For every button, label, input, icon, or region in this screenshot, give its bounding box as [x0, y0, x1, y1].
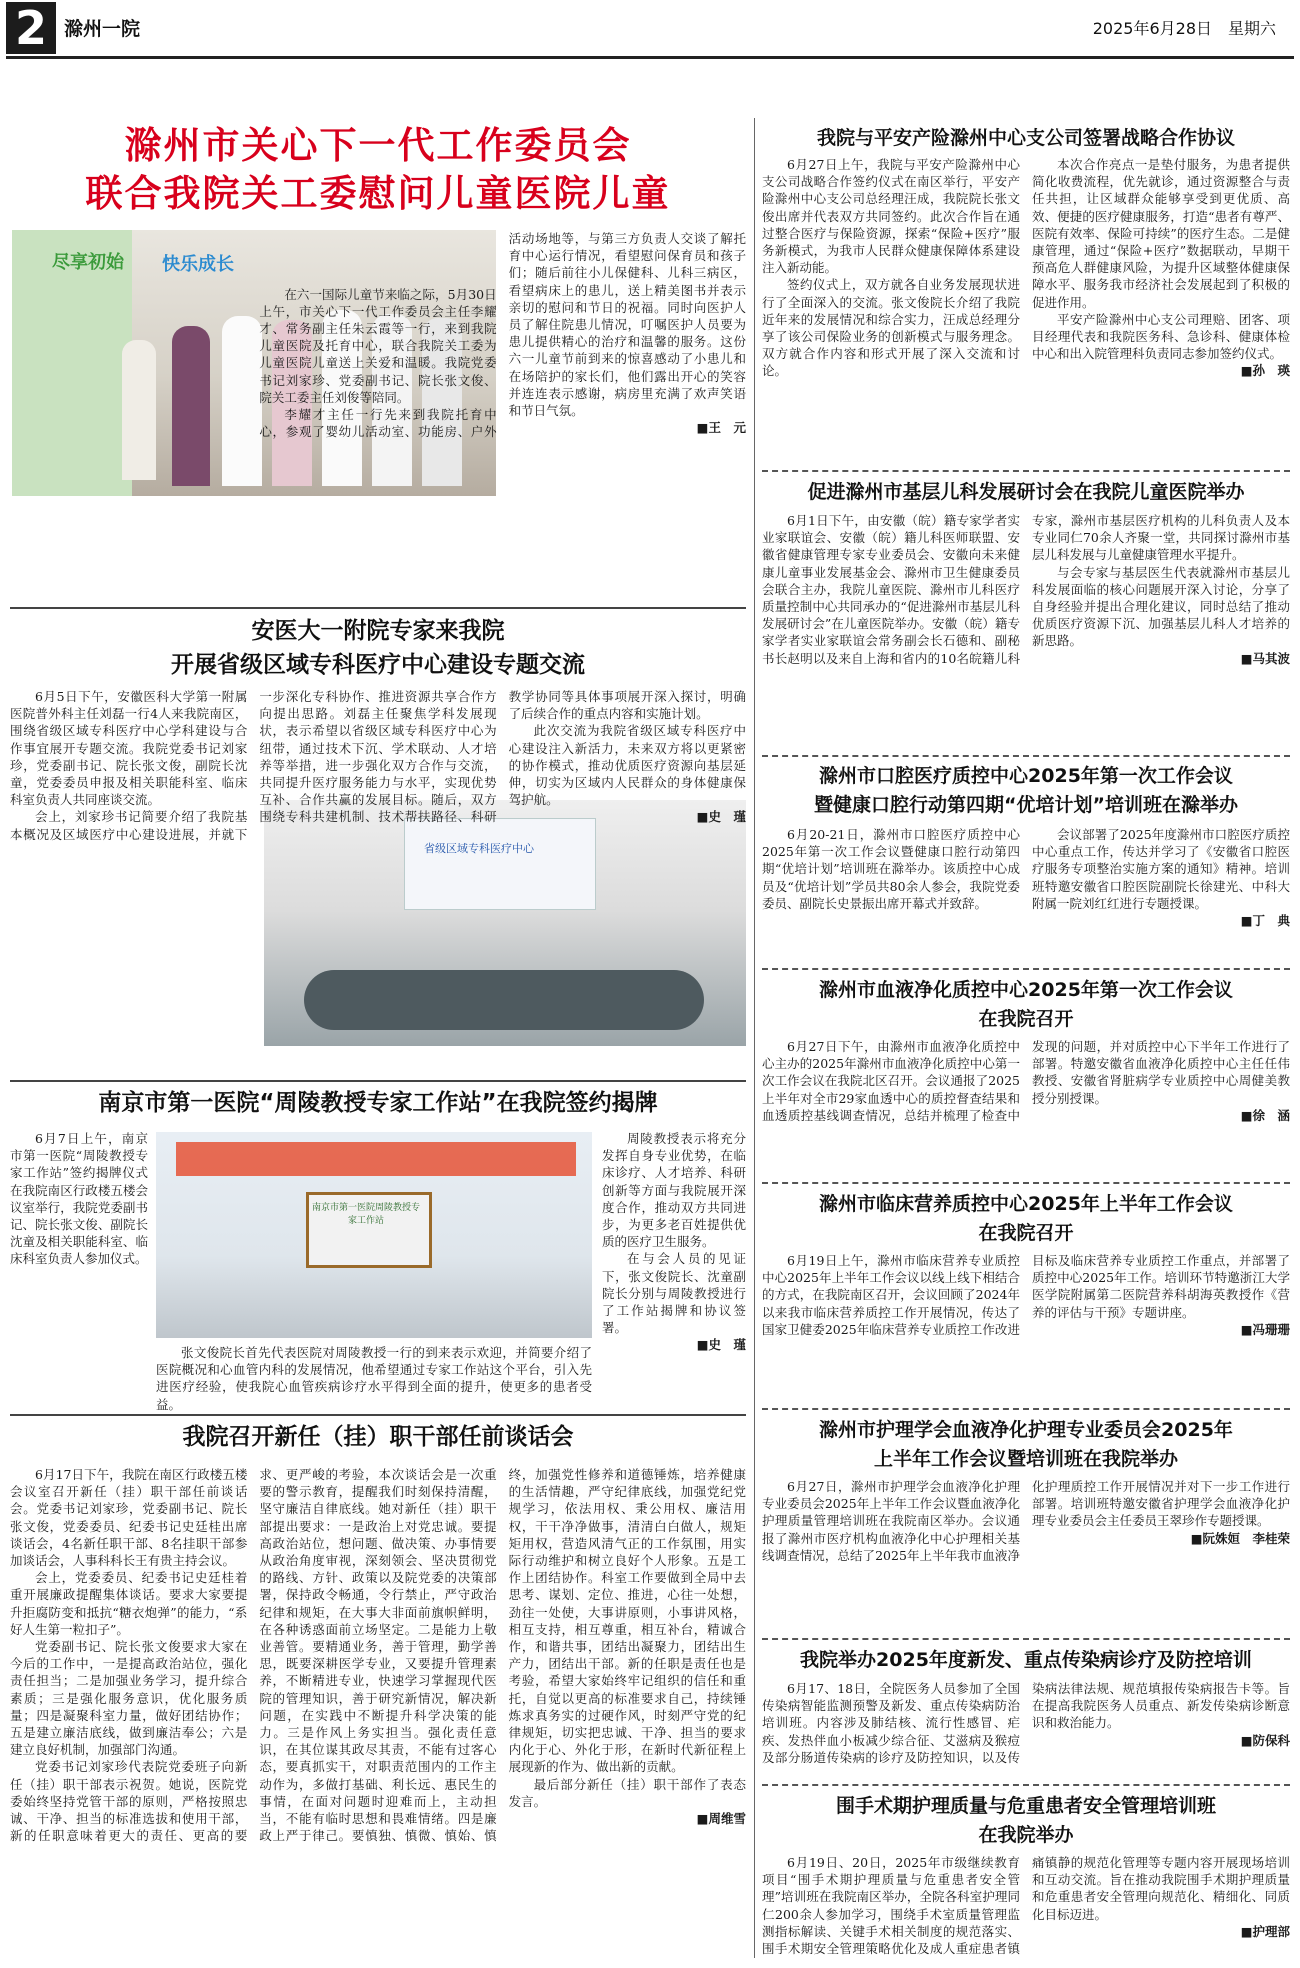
article-col-1 [10, 1130, 148, 1410]
article-body [762, 1854, 1290, 1962]
article-title-line2: 上半年工作会议暨培训班在我院举办 [873, 1448, 1178, 1470]
paragraph: 6月19日上午，滁州市临床营养专业质控中心2025年上半年工作会议以线上线下相结合的方式，在我院南区召开，会议回顾了2024年以来我市临床营养质控工作开展情况，传达了国家卫健委2025年临床营养专业质控工作改进目标及临床营养专业质控工作重点，并部署了质控中心2025年工作。培训环节特邀浙江大学医学院附属第二医院营养科胡海英教授作《营养的评估与干预》专题讲座。 [762, 1253, 1290, 1337]
article-separator [762, 755, 1290, 757]
byline: ■孙 瑛 [1240, 363, 1290, 379]
article-perioperative-training [762, 1792, 1290, 1964]
article-title-line2: 在我院召开 [978, 1008, 1074, 1030]
paragraph: 本次合作亮点一是垫付服务，为患者提供简化收费流程，优先就诊，通过资源整合与责任共担，让区域群众能够享受到更优质、高效、便捷的医疗健康服务，打造“患者有尊严、医院有效率、保险可持续”的医疗生态。二是健康管理，通过“保险+医疗”数据联动，早期干预高危人群健康风险，为提升区域整体健康保障水平、服务我市经济社会发展起到了积极的促进作用。 [1032, 157, 1290, 310]
column-divider [754, 118, 755, 1958]
article-title-line1: 滁州市血液净化质控中心2025年第一次工作会议 [819, 979, 1233, 1001]
article-pediatrics-forum [762, 478, 1290, 748]
byline: ■周维雪 [696, 1811, 746, 1827]
photo-wall-sign-2: 快乐成长 [162, 254, 234, 275]
article-body [762, 512, 1290, 746]
paragraph: 党委书记刘家珍代表院党委班子向新任（挂）职干部表示祝贺。她说，医院党委始终坚持党管干部的原则，严格按照忠诚、干净、担当的标准选拔和使用干部，新的任职意味着更大的责任、更高的要求、更严峻的考验，本次谈话会是一次重要的警示教育，提醒我们时刻保持清醒，坚守廉洁自律底线。她对新任（挂）职干部提出要求：一是政治上对党忠诚。要提高政治站位，想问题、做决策、办事情要从政治角度审视，深刻领会、坚决贯彻党的路线、方针、政策以及院党委的决策部署，保持政令畅通，令行禁止，严守政治纪律和规矩，在大事大非面前旗帜鲜明，在各种诱惑面前立场坚定。二是能力上敬业善管。要精通业务，善于管理，勤学善思，既要深耕医学专业，又要提升管理素养，不断精进专业，快速学习掌握现代医院的管理知识，善于研究新情况，解决新问题，在实践中不断提升科学决策的能力。三是作风上务实担当。强化责任意识，在其位谋其政尽其责，不能有过客心态，要真抓实干，对职责范围内的工作主动作为，多做打基础、利长远、惠民生的事情，在面对问题时迎难而上，主动担当，不能有临时思想和畏难情绪。四是廉政上严于律己。要慎独、慎微、慎始、慎终，加强党性修养和道德锤炼，培养健康的生活情趣，严守纪律底线，加强党纪党规学习，依法用权、秉公用权、廉洁用权，干干净净做事，清清白白做人，规矩矩用权，营造风清气正的工作氛围，用实际行动维护和树立良好个人形象。五是工作上团结协作。科室工作要做到全局中去思考、谋划、定位、推进，心往一处想，劲往一处使，大事讲原则，小事讲风格，相互支持，相互尊重，相互补台，精诚合作，和谐共事，团结出凝聚力，团结出生产力，团结出干部。新的任职是责任也是考验，希望大家始终牢记组织的信任和重托，自觉以更高的标准要求自己，持续锤炼求真务实的过硬作风，时刻严守党的纪律规矩，切实把忠诚、干净、担当的要求内化于心、外化于形，在新时代新征程上展现新的作为、做出新的贡献。 [10, 1467, 746, 1844]
article-title-line2: 联合我院关工委慰问儿童医院儿童 [85, 172, 671, 215]
article-body [762, 1252, 1290, 1400]
article-title-line2: 开展省级区域专科医疗中心建设专题交流 [171, 652, 585, 678]
paragraph: 平安产险滁州中心支公司理赔、团客、项目经理代表和我院医务科、急诊科、健康体检中心和出入院管理科负责同志参加签约仪式。 [1032, 311, 1290, 362]
article-blood-purification [762, 976, 1290, 1176]
section-name: 滁州一院 [64, 18, 141, 40]
article-infectious-training [762, 1646, 1290, 1778]
photo-wall-sign-1: 尽享初始 [52, 252, 124, 273]
article-separator [10, 1080, 746, 1082]
article-insurance-agreement [762, 124, 1290, 464]
article-body [10, 688, 746, 1068]
paragraph: 6月27日上午，我院与平安产险滁州中心支公司战略合作签约仪式在南区举行，平安产险滁州中心支公司总经理汪成，我院院长张文俊出席并代表双方共同签约。此次合作旨在通过整合医疗与保险资源，探索“保险+医疗”服务新模式，为我市人民群众健康保障体系建设注入新动能。 [762, 157, 1020, 276]
paragraph: 6月1日下午，由安徽（皖）籍专家学者实业家联谊会、安徽（皖）籍儿科医师联盟、安徽省健康管理专家专业委员会、安徽向未来健康儿童事业发展基金会、滁州市卫生健康委员会联合主办，我院儿童医院、滁州市儿科医疗质量控制中心共同承办的“促进滁州市基层儿科发展研讨会”在儿童医院举办。安徽（皖）籍专家学者实业家联谊会常务副会长石德和、副秘书长赵明以及来自上海和省内的10名皖籍儿科专家，滁州市基层医疗机构的儿科负责人及本专业同仁70余人齐聚一堂，共同探讨滁州市基层儿科发展与儿童健康管理水平提升。 [762, 513, 1290, 666]
paragraph: 党委副书记、院长张文俊要求大家在今后的工作中，一是提高政治站位，强化责任担当；二是加强业务学习，提升综合素质；三是强化服务意识，优化服务质量；四是凝聚科室力量，做好团结协作；五是建立廉洁底线，做到廉洁奉公；六是建立良好机制，加强部门沟通。 [10, 1639, 248, 1758]
article-separator [762, 1638, 1290, 1640]
article-title-line2: 在我院举办 [978, 1824, 1074, 1846]
paragraph: 在与会人员的见证下，张文俊院长、沈童副院长分别与周陵教授进行了工作站揭牌和协议签署。 [602, 1251, 746, 1336]
article-title-line2: 在我院召开 [978, 1222, 1074, 1244]
photo-plaque-text: 南京市第一医院周陵教授专家工作站 [311, 1203, 420, 1226]
article-separator [10, 1414, 746, 1416]
article-body [762, 1478, 1290, 1630]
article-col-2 [602, 1130, 746, 1410]
article-title-line1: 滁州市临床营养质控中心2025年上半年工作会议 [819, 1193, 1233, 1215]
article-paragraphs [10, 1466, 746, 1844]
byline: ■丁 典 [1240, 913, 1290, 929]
paragraph: 会上，党委委员、纪委书记史廷桂着重开展廉政提醒集体谈话。要求大家要提升拒腐防变和抵抗“糖衣炮弹”的能力，“系好人生第一粒扣子”。 [10, 1570, 248, 1637]
paragraph: 在六一国际儿童节来临之际，5月30日上午，市关心下一代工作委员会主任李耀才、常务副主任朱云霞等一行，来到我院儿童医院及托育中心，联合我院关工委为儿童医院儿童送上关爱和温暖。我院党委书记刘家珍、党委副书记、院长张文俊、院关工委主任刘俊等陪同。 [259, 286, 497, 405]
article-title-line1: 围手术期护理质量与危重患者安全管理培训班 [835, 1795, 1216, 1817]
article-body [762, 1038, 1290, 1174]
article-title: 我院召开新任（挂）职干部任前谈话会 [182, 1424, 574, 1450]
paragraph: 张文俊院长首先代表医院对周陵教授一行的到来表示欢迎，并简要介绍了医院概况和心血管内科的发展情况，他希望通过专家工作站这个平台，引入先进医疗经验，使我院心血管疾病诊疗水平得到全面的提升，使更多的患者受益。 [156, 1345, 592, 1411]
paragraph: 6月17日下午，我院在南区行政楼五楼会议室召开新任（挂）职干部任前谈话会。党委书记刘家珍，党委副书记、院长张文俊，党委委员、纪委书记史廷桂出席谈话会，4名新任职干部、8名挂职干部参加谈话会，人事科科长王有贵主持会议。 [10, 1467, 248, 1569]
article-separator [762, 1784, 1290, 1786]
paragraph: 李耀才主任一行先来到我院托育中心，参观了婴幼儿活动室、功能房、户外活动场地等，与第三方负责人交谈了解托育中心运行情况，看望慰问保育员和孩子们；随后前往小儿保健科、儿科三病区，看望病床上的患儿，送上精美图书并表示亲切的慰问和节日的祝福。同时向医护人员了解住院患儿情况，叮嘱医护人员要为患儿提供精心的治疗和温馨的服务。这份六一儿童节前到来的惊喜感动了小患儿和在场陪护的家长们，他们露出开心的笑容并连连表示感谢，病房里充满了欢声笑语和节日气氛。 [259, 231, 746, 440]
page-number: 2 [6, 2, 56, 54]
article-separator [762, 1408, 1290, 1410]
paragraph: 周陵教授表示将充分发挥自身专业优势，在临床诊疗、人才培养、科研创新等方面与我院展开深度合作，推动双方共同进步，为更多老百姓提供优质的医疗卫生服务。 [602, 1131, 746, 1250]
paragraph: 6月7日上午，南京市第一医院“周陵教授专家工作站”签约揭牌仪式在我院南区行政楼五楼会议室举行，我院党委副书记、院长张文俊、副院长沈童及相关职能科室、临床科室负责人参加仪式。 [10, 1131, 148, 1267]
byline: ■冯珊珊 [1240, 1321, 1290, 1337]
article-title-line1: 滁州市口腔医疗质控中心2025年第一次工作会议 [819, 765, 1233, 787]
article-separator [762, 968, 1290, 970]
article-body [762, 826, 1290, 960]
paragraph: 此次交流为我院省级区域专科医疗中心建设注入新活力，未来双方将以更紧密的协作模式，推动优质医疗资源向基层延伸，切实为区域内人民群众的身体健康保驾护航。 [508, 723, 746, 808]
byline: ■防保科 [1240, 1732, 1290, 1748]
article-care-committee [10, 122, 746, 602]
paragraph: 会议部署了2025年度滁州市口腔医疗质控中心重点工作，传达并学习了《安徽省口腔医疗服务专项整治实施方案的通知》精神。培训班特邀安徽省口腔医院副院长徐建光、中科大附属一院刘红红进行专题授课。 [1032, 827, 1290, 911]
byline: ■史 瑾 [696, 809, 746, 825]
article-separator [762, 470, 1290, 472]
paragraph: 6月20-21日，滁州市口腔医疗质控中心2025年第一次工作会议暨健康口腔行动第四期“优培计划”培训班在滁举办。该质控中心成员及“优培计划”学员共80余人参会，我院党委委员、副院长史景振出席开幕式并致辞。 [762, 827, 1020, 911]
article-separator [10, 607, 746, 609]
article-dental-qc [762, 762, 1290, 962]
article-col-1-cont [156, 1344, 592, 1410]
article-title: 促进滁州市基层儿科发展研讨会在我院儿童医院举办 [807, 481, 1245, 503]
byline: ■王 元 [696, 420, 746, 436]
article-title: 南京市第一医院“周陵教授专家工作站”在我院签约揭牌 [98, 1090, 658, 1116]
article-title-line2: 暨健康口腔行动第四期“优培计划”培训班在滁举办 [814, 794, 1238, 816]
article-expert-station [10, 1086, 746, 1411]
paragraph: 最后部分新任（挂）职干部作了表态发言。 [508, 1776, 746, 1809]
article-title-line1: 滁州市关心下一代工作委员会 [124, 124, 632, 167]
article-nutrition-qc [762, 1190, 1290, 1402]
article-title: 我院举办2025年度新发、重点传染病诊疗及防控培训 [800, 1649, 1252, 1671]
paragraph: 6月17、18日，全院医务人员参加了全国传染病智能监测预警及新发、重点传染病防治培训班。内容涉及肺结核、流行性感冒、疟疾、发热伴血小板减少综合征、艾滋病及猴痘及部分肠道传染病的诊疗及防控知识，以及传染病法律法规、规范填报传染病报告卡等。旨在提高我院医务人员重点、新发传染病诊断意识和救治能力。 [762, 1681, 1290, 1765]
article-title: 我院与平安产险滁州中心支公司签署战略合作协议 [816, 127, 1235, 149]
article-title-line1: 安医大一附院专家来我院 [251, 618, 505, 644]
article-cadre-talk [10, 1420, 746, 1968]
byline: ■史 瑾 [696, 1337, 746, 1353]
masthead [0, 0, 1300, 56]
byline: ■徐 涵 [1240, 1107, 1290, 1123]
byline: ■护理部 [1240, 1923, 1290, 1939]
paragraph: 会上，刘家珍书记简要介绍了我院基本概况及区域医疗中心建设进展，并就下一步深化专科协作、推进资源共享合作方向提出思路。刘磊主任聚焦学科发展现状，表示希望以省级区域专科医疗中心为纽带，通过技术下沉、学术联动、人才培养等举措，进一步强化双方合作与交流，共同提升医疗服务能力与水平，实现优势互补、合作共赢的发展目标。随后，双方围绕专科共建机制、技术帮扶路径、科研教学协同等具体事项展开深入探讨，明确了后续合作的重点内容和实施计划。 [10, 689, 746, 842]
paragraph: 签约仪式上，双方就各自业务发展现状进行了全面深入的交流。张文俊院长介绍了我院近年来的发展情况和综合实力，汪成总经理分享了该公司保险业务的创新模式与服务理念。双方就合作内容和形式开展了深入交流和讨论。 [762, 277, 1020, 379]
paragraph: 6月27日，滁州市护理学会血液净化护理专业委员会2025年上半年工作会议暨血液净化护理质量管理培训班在我院南区举办。会议通报了滁州市医疗机构血液净化中心护理相关基线调查情况，总结了2025年上半年我市血液净化护理质控工作开展情况并对下一步工作进行部署。培训班特邀安徽省护理学会血液净化护理专业委员会主任委员王翠珍作专题授课。 [762, 1479, 1290, 1563]
article-body [10, 1466, 746, 1966]
byline: ■阮姝姮 李桂荣 [1190, 1530, 1290, 1546]
signing-photo [156, 1132, 592, 1338]
article-title-line1: 滁州市护理学会血液净化护理专业委员会2025年 [819, 1419, 1233, 1441]
article-expert-exchange [10, 614, 746, 1074]
paragraph: 6月27日下午，由滁州市血液净化质控中心主办的2025年滁州市血液净化质控中心第一次工作会议在我院北区召开。会议通报了2025上半年对全市29家血透中心的质控督查结果和血透质控基线调查情况，总结并梳理了检查中发现的问题，并对质控中心下半年工作进行了部署。特邀安徽省血液净化质控中心主任任伟教授、安徽省肾脏病学专业质控中心周健美教授分别授课。 [762, 1039, 1290, 1123]
article-body [762, 156, 1290, 462]
issue-date: 2025年6月28日 星期六 [1092, 19, 1276, 38]
paragraph: 与会专家与基层医生代表就滁州市基层儿科发展面临的核心问题展开深入讨论，分享了自身经验并提出合理化建议，同时总结了推动优质医疗资源下沉、加强基层儿科人才培养的新思路。 [1032, 564, 1290, 649]
byline: ■马其波 [1240, 650, 1290, 666]
paragraph: 6月19日、20日，2025年市级继续教育项目“围手术期护理质量与危重患者安全管理”培训班在我院南区举办，全院各科室护理同仁200余人参加学习，围绕手术室质量管理监测指标解读、关键手术相关制度的规范落实、围手术期安全管理策略优化及成人重症患者镇痛镇静的规范化管理等专题内容开展现场培训和互动交流。旨在推动我院围手术期护理质量和危重患者安全管理向规范化、精细化、同质化目标迈进。 [762, 1855, 1290, 1957]
photo-screen-text: 省级区域专科医疗中心 [424, 842, 534, 855]
article-separator [762, 1182, 1290, 1184]
paragraph: 6月5日下午，安徽医科大学第一附属医院普外科主任刘磊一行4人来我院南区，围绕省级区域专科医疗中心学科建设与合作事宜展开专题交流。我院党委书记刘家珍，党委副书记、院长张文俊，副院长沈童，党委委员申报及相关职能科室、临床科室负责人共同座谈交流。 [10, 689, 248, 808]
header-rule [6, 56, 1294, 59]
article-nursing-society [762, 1416, 1290, 1632]
article-body [762, 1680, 1290, 1776]
article-body [10, 230, 746, 600]
